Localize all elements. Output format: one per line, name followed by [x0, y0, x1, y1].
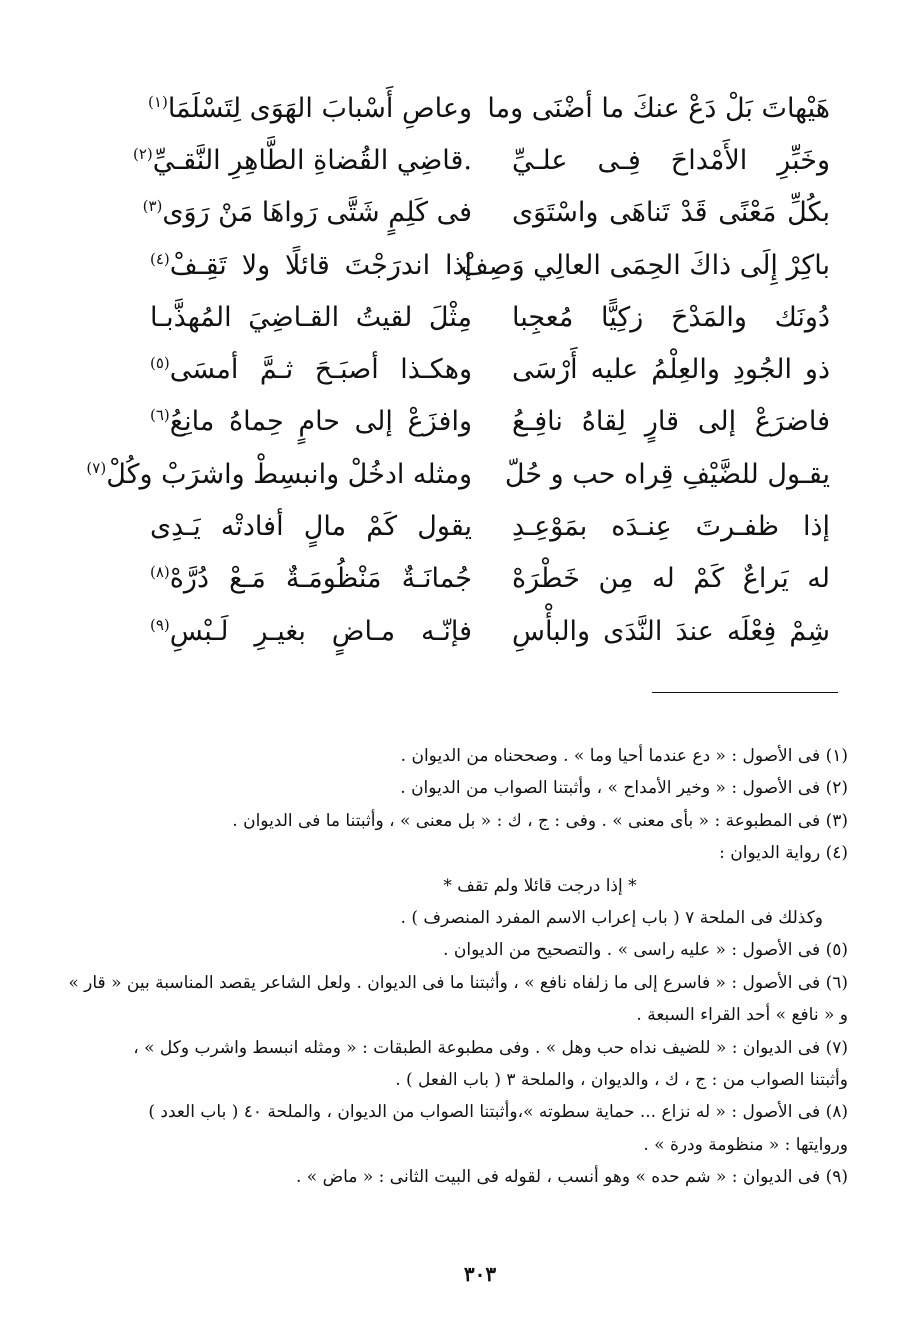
verse-line — [150, 291, 830, 343]
page-number: ٣٠٣ — [463, 1262, 497, 1286]
footnote-line: وروايتها : « منظومة ودرة » . — [643, 1134, 848, 1155]
footnote-marker: (٧) — [86, 458, 107, 477]
verse-line — [150, 239, 830, 291]
footnotes-section — [68, 740, 848, 1194]
verse-second-hemistich — [132, 144, 500, 176]
poem-verses — [86, 82, 830, 657]
verse-line — [142, 187, 830, 239]
verse-second-hemistich-text: إذا اندرَجْتَ قائلًا ولا تَقِـفْ — [169, 249, 472, 281]
verse-second-hemistich-text: فإنّـه مـاضٍ بغيـرِ لَـبْسِ — [169, 615, 472, 647]
footnote-line: (٧) فى الديوان : « للضيف نداه حب وهل » . وفى مطبوعة الطبقات : « ومثله انبسط واشرب وكل » ، — [133, 1037, 848, 1058]
footnote-line: (٥) فى الأصول : « عليه راسى » . والتصحيح من الديوان . — [443, 940, 848, 961]
verse-first-hemistich: يقـول للضَّيْفِ قِراه حب و حُلّ — [504, 458, 830, 490]
verse-second-hemistich — [150, 615, 500, 647]
verse-second-hemistich — [86, 458, 500, 490]
verse-second-hemistich — [150, 563, 500, 595]
verse-first-hemistich: وخَبِّرِ الأَمْداحَ فِـى علـيِّ — [512, 144, 830, 176]
footnote-line: و « نافع » أحد القراء السبعة . — [636, 1005, 848, 1026]
footnote-marker: (٥) — [150, 354, 170, 373]
verse-first-hemistich: هَيْهاتَ بَلْ دَعْ عنكَ ما أضْنَى وما — [487, 92, 830, 124]
verse-second-hemistich-text: وافزَعْ إلى حامٍ حِماهُ مانِعُ — [169, 406, 472, 438]
verse-first-hemistich: ذو الجُودِ والعِلْمُ عليه أَرْسَى — [512, 354, 830, 386]
footnote-line: (٦) فى الأصول : « فاسرع إلى ما زلفاه نافع » ، وأثبتنا ما فى الديوان . ولعل الشاعر يقصد المناسبة بين « قار » — [68, 972, 848, 993]
verse-line — [150, 396, 830, 448]
verse-first-hemistich: دُونَك والمَدْحَ زكِيًّا مُعجِبا — [512, 301, 830, 333]
footnote-marker: (٣) — [142, 197, 163, 216]
verse-second-hemistich — [150, 301, 500, 333]
verse-second-hemistich — [142, 197, 500, 229]
verse-line — [150, 343, 830, 395]
verse-second-hemistich-text: وعاصِ أَسْبابَ الهَوَى لِتَسْلَمَا — [167, 92, 472, 124]
verse-first-hemistich: شِمْ فِعْلَه عندَ النَّدَى والبأْسِ — [512, 615, 830, 647]
footnote-line: * إذا درجت قائلا ولم تقف * — [443, 875, 637, 896]
verse-line — [150, 605, 830, 657]
verse-second-hemistich-text: جُمانَـةٌ مَنْظُومَـةٌ مَـعْ دُرَّهْ — [169, 563, 472, 595]
verse-line — [150, 500, 830, 552]
verse-second-hemistich-text: ومثله ادخُلْ وانبسِطْ واشرَبْ وكُلْ — [106, 458, 472, 490]
verse-second-hemistich — [150, 511, 500, 543]
footnote-marker: (٨) — [150, 563, 170, 582]
footnote-marker: (١) — [148, 92, 168, 111]
footnote-separator — [652, 692, 838, 693]
footnote-line: (٨) فى الأصول : « له نزاع ... حماية سطوته »،وأثبتنا الصواب من الديوان ، والملحة ٤٠ ( باب العدد ) — [148, 1102, 848, 1123]
footnote-line: (٣) فى المطبوعة : « بأى معنى » . وفى : ج ، ك : « بل معنى » ، وأثبتنا ما فى الديوان . — [232, 810, 848, 831]
footnote-marker: (٢) — [132, 144, 153, 163]
footnote-marker: (٩) — [150, 615, 170, 634]
verse-second-hemistich-text: .قاضِي القُضاةِ الطَّاهِرِ النَّقـيِّ — [152, 144, 472, 176]
footnote-line: وأثبتنا الصواب من : ج ، ك ، والديوان ، والملحة ٣ ( باب الفعل ) . — [395, 1070, 848, 1091]
verse-first-hemistich: باكِرْ إِلَى ذاكَ الحِمَى العالِي وَصِفْ — [460, 249, 830, 281]
verse-first-hemistich: فاضرَعْ إلى قارٍ لِقاهُ نافِـعُ — [512, 406, 830, 438]
footnote-line: (٤) رواية الديوان : — [719, 843, 848, 864]
verse-second-hemistich — [148, 92, 500, 124]
verse-first-hemistich: بكُلِّ مَعْنًى قَدْ تَناهَى واسْتَوَى — [512, 197, 830, 229]
footnote-line: (٢) فى الأصول : « وخير الأمداح » ، وأثبتنا الصواب من الديوان . — [400, 778, 848, 799]
verse-line — [150, 82, 830, 134]
verse-second-hemistich-text: مِثْلَ لقيتُ القـاضِيَ المُهذَّبـا — [150, 301, 472, 333]
footnote-line: وكذلك فى الملحة ٧ ( باب إعراب الاسم المفرد المنصرف ) . — [400, 908, 823, 929]
verse-second-hemistich — [150, 249, 500, 281]
verse-second-hemistich-text: يقول كَمْ مالٍ أفادتْه يَـدِى — [150, 511, 472, 543]
verse-second-hemistich — [150, 406, 500, 438]
verse-second-hemistich-text: فى كَلِمٍ شَتَّى رَواهَا مَنْ رَوَى — [162, 197, 472, 229]
verse-line — [86, 448, 830, 500]
verse-line — [132, 134, 830, 186]
footnote-line: (١) فى الأصول : « دع عندما أحيا وما » . وصححناه من الديوان . — [400, 746, 848, 766]
footnote-marker: (٦) — [150, 406, 170, 425]
verse-second-hemistich-text: وهكـذا أصبَـحَ ثـمَّ أمسَى — [169, 354, 472, 386]
verse-line — [150, 553, 830, 605]
verse-first-hemistich: له يَراعٌ كَمْ له مِن خَطْرَهْ — [512, 563, 830, 595]
footnote-marker: (٤) — [150, 249, 170, 268]
verse-second-hemistich — [150, 354, 500, 386]
verse-first-hemistich: إذا ظفـرتَ عِنـدَه بمَوْعِـدِ — [512, 511, 830, 543]
footnote-line: (٩) فى الديوان : « شم حده » وهو أنسب ، لقوله فى البيت الثانى : « ماض » . — [295, 1167, 848, 1188]
